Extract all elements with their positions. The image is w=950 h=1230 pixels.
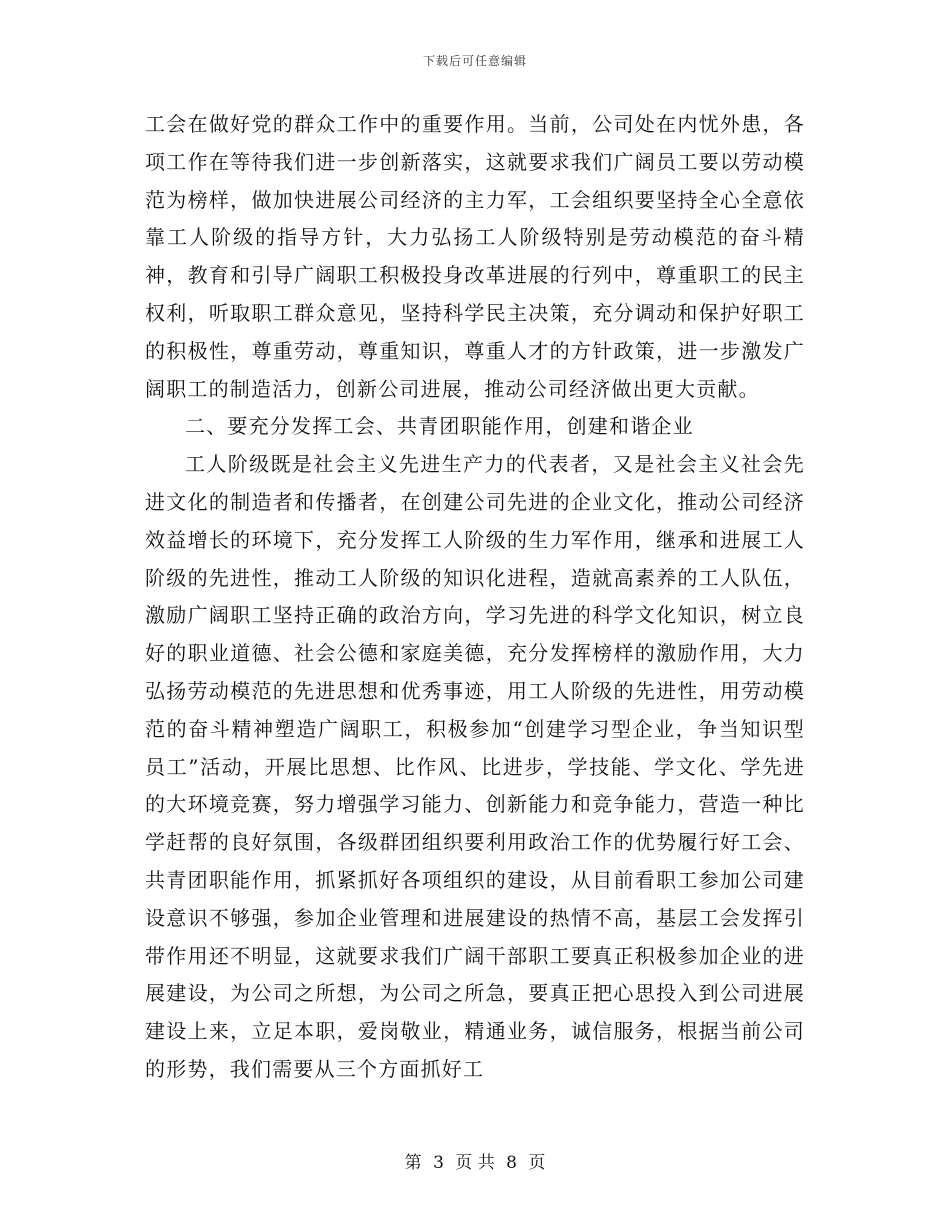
page-total: 8 [506, 1153, 517, 1173]
page-middle: 页 共 [455, 1153, 495, 1173]
paragraph-1: 工会在做好党的群众工作中的重要作用。当前，公司处在内忧外患，各项工作在等待我们进一步创新落实，这就要求我们广阔员工要以劳动模范为榜样，做加快进展公司经济的主力军，工会组织要坚持全心全意依靠工人阶级的指导方针，大力弘扬工人阶级特别是劳动模范的奋斗精神，教育和引导广阔职工积极投身改革进展的行列中，尊重职工的民主权利，听取职工群众意见，坚持科学民主决策，充分调动和保护好职工的积极性，尊重劳动，尊重知识，尊重人才的方针政策，进一步激发广阔职工的制造活力，创新公司进展，推动公司经济做出更大贡献。 [145, 112, 805, 401]
page-current: 3 [433, 1153, 444, 1173]
header-note: 下载后可任意编辑 [422, 54, 527, 68]
paragraph-2: 工人阶级既是社会主义先进生产力的代表者，又是社会主义社会先进文化的制造者和传播者，在创建公司先进的企业文化，推动公司经济效益增长的环境下，充分发挥工人阶级的生力军作用，继承和进展工人阶级的先进性，推动工人阶级的知识化进程，造就高素养的工人队伍，激励广阔职工坚持正确的政治方向，学习先进的科学文化知识，树立良好的职业道德、社会公德和家庭美德，充分发挥榜样的激励作用，大力弘扬劳动模范的先进思想和优秀事迹，用工人阶级的先进性，用劳动模范的奋斗精神塑造广阔职工，积极参加“创建学习型企业，争当知识型员工”活动，开展比思想、比作风、比进步，学技能、学文化、学先进的大环境竞赛，努力增强学习能力、创新能力和竞争能力，营造一种比学赶帮的良好氛围，各级群团组织要利用政治工作的优势履行好工会、共青团职能作用，抓紧抓好各项组织的建设，从目前看职工参加公司建设意识不够强，参加企业管理和进展建设的热情不高，基层工会发挥引带作用还不明显，这就要求我们广阔干部职工要真正积极参加企业的进展建设，为公司之所想，为公司之所急，要真正把心思投入到公司进展建设上来，立足本职，爱岗敬业，精通业务，诚信服务，根据当前公司的形势，我们需要从三个方面抓好工 [145, 452, 805, 1081]
section-heading: 二、要充分发挥工会、共青团职能作用，创建和谐企业 [185, 414, 694, 439]
page-suffix: 页 [528, 1153, 546, 1173]
page-prefix: 第 [404, 1153, 422, 1173]
document-body [145, 106, 805, 1089]
page-number-footer [0, 1148, 950, 1173]
